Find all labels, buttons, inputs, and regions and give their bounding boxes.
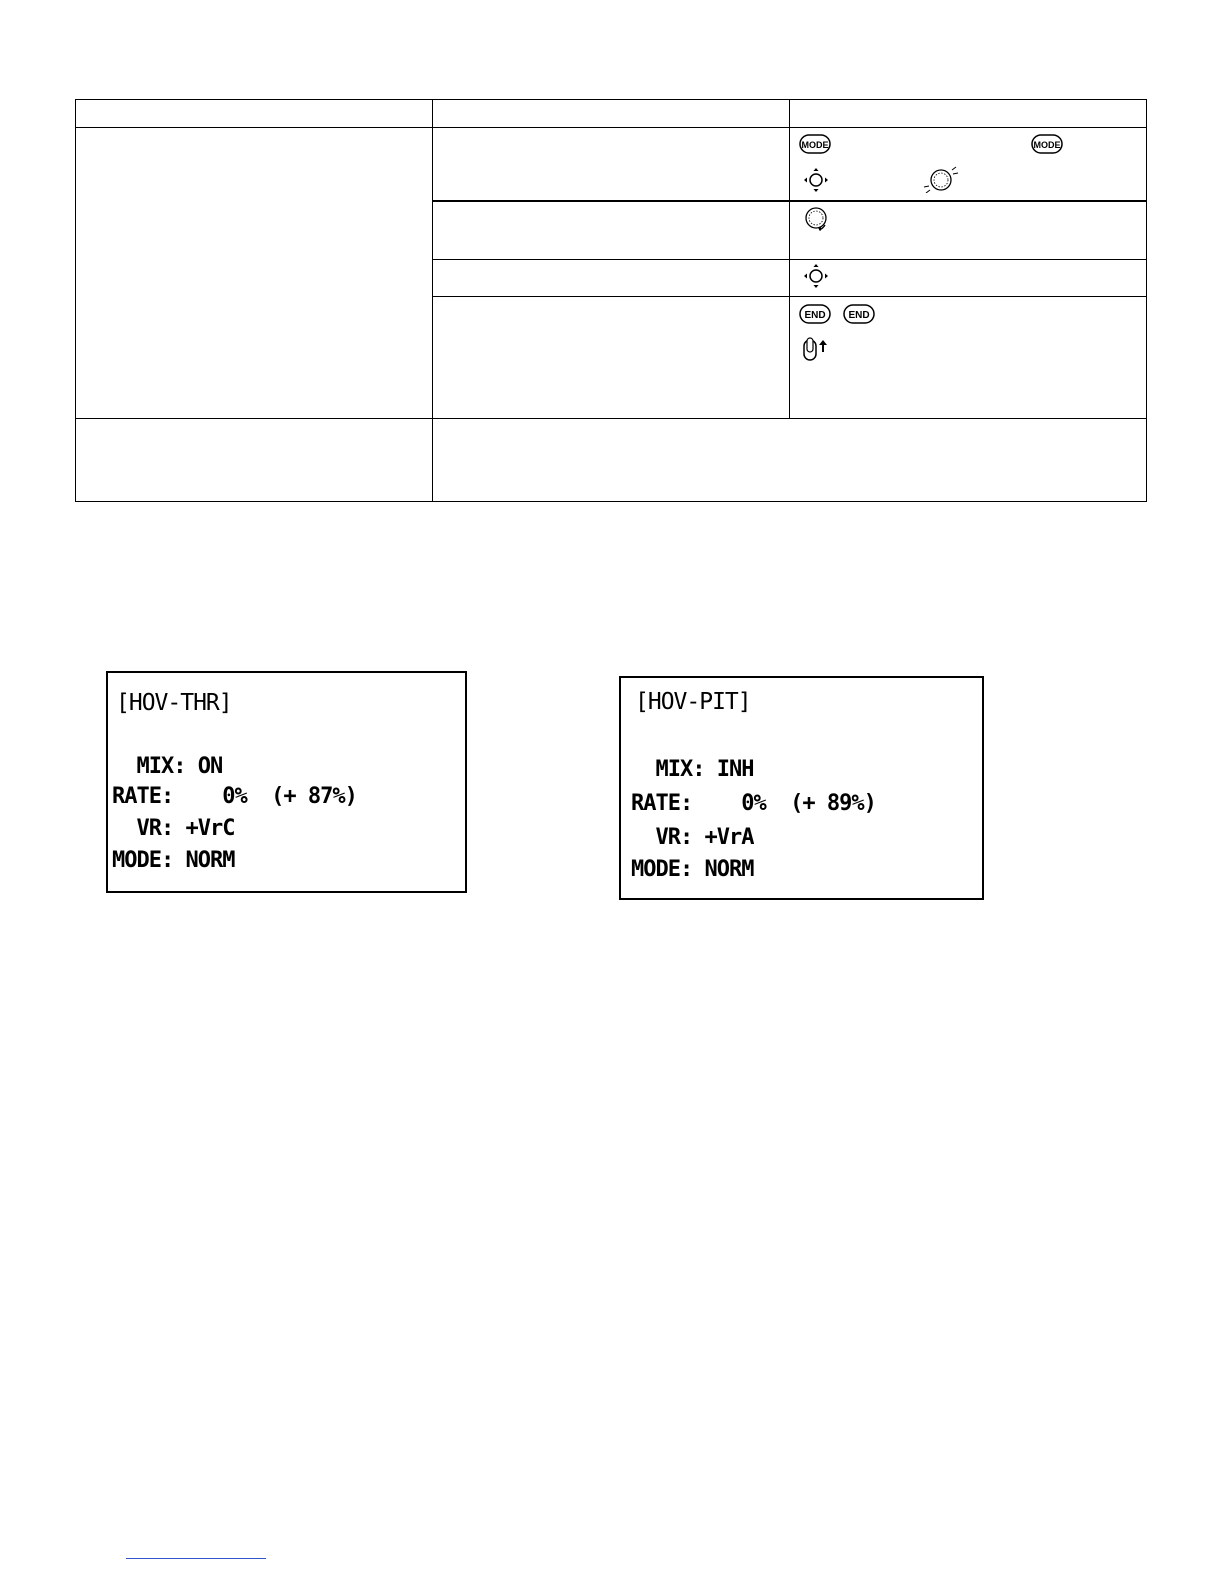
row-separator-4	[75, 418, 1147, 419]
mode-key-icon	[1031, 134, 1063, 154]
mix-line: MIX: INH	[631, 757, 754, 782]
link-underline	[126, 1558, 266, 1559]
vr-line: VR: +VrA	[631, 825, 754, 850]
row-separator-1	[432, 200, 1147, 202]
lcd-screen-hov-thr	[106, 671, 467, 893]
mix-line: MIX: ON	[112, 754, 223, 779]
column-divider-1	[432, 99, 433, 502]
screen-title: [HOV-PIT]	[635, 689, 751, 715]
mode-line: MODE: NORM	[631, 857, 754, 882]
table-border-right	[1146, 99, 1147, 502]
mode-line: MODE: NORM	[112, 848, 235, 873]
svg-text:END: END	[804, 310, 826, 321]
table-border-bottom	[75, 501, 1147, 502]
end-key-icon	[843, 304, 875, 324]
cursor-lever-icon	[803, 263, 829, 289]
dial-turn-icon	[803, 205, 831, 233]
end-key-icon	[799, 304, 831, 324]
row-separator-2	[432, 259, 1147, 260]
switch-up-icon	[802, 336, 830, 364]
svg-text:END: END	[848, 310, 870, 321]
header-separator	[75, 127, 1147, 128]
vr-line: VR: +VrC	[112, 816, 235, 841]
table-border-left	[75, 99, 76, 502]
rate-line: RATE: 0% (+ 87%)	[112, 784, 357, 809]
procedure-table	[75, 99, 1147, 502]
mode-key-icon	[799, 134, 831, 154]
cursor-lever-icon	[803, 167, 829, 193]
screen-title: [HOV-THR]	[116, 690, 232, 716]
svg-text:MODE: MODE	[801, 140, 829, 150]
row-separator-3	[432, 296, 1147, 297]
dial-push-icon	[923, 165, 959, 193]
lcd-screen-hov-pit	[619, 676, 984, 900]
rate-line: RATE: 0% (+ 89%)	[631, 791, 876, 816]
table-border-top	[75, 99, 1147, 100]
svg-text:MODE: MODE	[1033, 140, 1061, 150]
